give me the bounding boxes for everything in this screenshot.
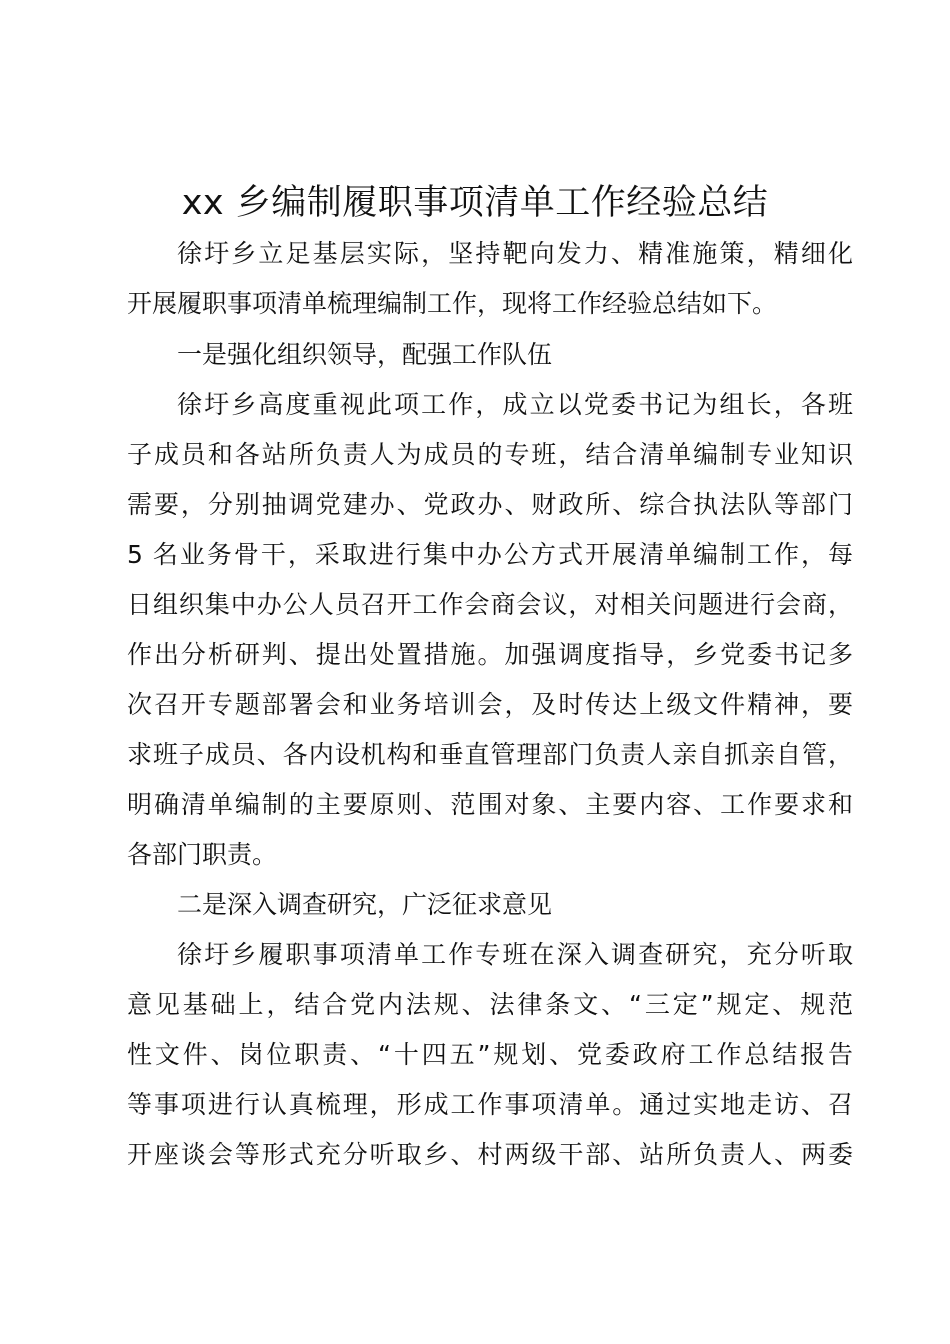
paragraph-line: 性文件、岗位职责、“十四五”规划、党委政府工作总结报告 [127,1040,853,1069]
paragraph-line: 开座谈会等形式充分听取乡、村两级干部、站所负责人、两委 [127,1140,853,1169]
paragraph-line: 各部门职责。 [127,840,278,869]
section-heading: 二是深入调查研究，广泛征求意见 [177,890,553,919]
paragraph-line: 明确清单编制的主要原则、范围对象、主要内容、工作要求和 [127,790,853,819]
section-heading: 一是强化组织领导，配强工作队伍 [177,340,553,369]
document-title: xx 乡编制履职事项清单工作经验总结 [181,183,769,223]
paragraph-line: 子成员和各站所负责人为成员的专班，结合清单编制专业知识 [127,440,853,469]
paragraph-line: 日组织集中办公人员召开工作会商会议，对相关问题进行会商， [127,590,853,619]
paragraph-line: 意见基础上，结合党内法规、法律条文、“三定”规定、规范 [127,990,853,1019]
paragraph-line: 5 名业务骨干，采取进行集中办公方式开展清单编制工作，每 [127,540,853,569]
paragraph-line: 求班子成员、各内设机构和垂直管理部门负责人亲自抓亲自管， [127,740,853,769]
paragraph-line: 作出分析研判、提出处置措施。加强调度指导，乡党委书记多 [127,640,853,669]
paragraph-line: 徐圩乡履职事项清单工作专班在深入调查研究，充分听取 [177,940,853,969]
paragraph-line: 需要，分别抽调党建办、党政办、财政所、综合执法队等部门 [127,490,853,519]
paragraph-line: 徐圩乡高度重视此项工作，成立以党委书记为组长，各班 [177,390,853,419]
paragraph-line: 次召开专题部署会和业务培训会，及时传达上级文件精神，要 [127,690,853,719]
paragraph-line: 等事项进行认真梳理，形成工作事项清单。通过实地走访、召 [127,1090,853,1119]
paragraph-line: 开展履职事项清单梳理编制工作，现将工作经验总结如下。 [127,289,778,318]
paragraph-line: 徐圩乡立足基层实际，坚持靶向发力、精准施策，精细化 [177,239,853,268]
